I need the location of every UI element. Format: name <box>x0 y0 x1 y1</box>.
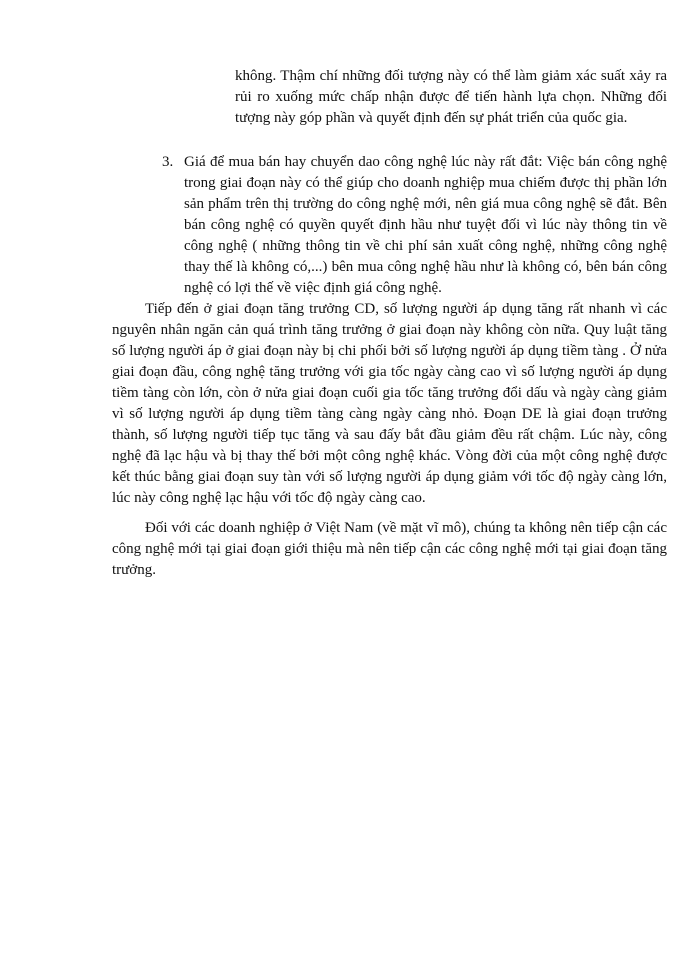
list-item <box>162 152 667 299</box>
continuation-paragraph: không. Thậm chí những đối tượng này có thể làm giảm xác suất xảy ra rủi ro xuống mức chấp nhận được để tiến hành lựa chọn. Những đối tượng này góp phần và quyết định đến sự phát triển của quốc gia. <box>235 68 667 126</box>
paragraph-growth-stage: Tiếp đến ở giai đoạn tăng trưởng CD, số lượng người áp dụng tăng rất nhanh vì các nguyên nhân ngăn cản quá trình tăng trưởng ở giai đoạn này không còn nữa. Quy luật tăng số lượng người áp ở giai đoạn này bị chi phối bởi số lượng người áp dụng tiềm tàng . Ở nửa giai đoạn đầu, công nghệ tăng trưởng với gia tốc ngày càng cao vì số lượng người áp dụng tiềm tàng còn lớn, còn ở nửa giai đoạn cuối gia tốc tăng trưởng đổi dấu và ngày càng giảm vì số lượng người áp dụng tiềm tàng càng ngày càng nhỏ. Đoạn DE là giai đoạn trưởng thành, số lượng người tiếp tục tăng và sau đấy bắt đầu giảm đều rất chậm. Lúc này, công nghệ đã lạc hậu và bị thay thế bởi một công nghệ khác. Vòng đời của một công nghệ được kết thúc bằng giai đoạn suy tàn với số lượng người áp dụng giảm với tốc độ ngày càng lớn, lúc này công nghệ lạc hậu với tốc độ ngày càng cao. <box>112 301 667 506</box>
list-item-text: Giá để mua bán hay chuyển dao công nghệ lúc này rất đắt: Việc bán công nghệ trong giai đoạn này có thể giúp cho doanh nghiệp mua chiếm được thị phần lớn sản phẩm trên thị trường do công nghệ mới, nên giá mua công nghệ sẽ đắt. Bên bán công nghệ có quyền quyết định hầu như tuyệt đối vì lúc này thông tin về công nghệ ( những thông tin về chi phí sản xuất công nghệ, những công nghệ thay thế là không có,...) bên mua công nghệ hầu như là không có, bên bán công nghệ có lợi thế về việc định giá công nghệ. <box>184 154 667 296</box>
paragraph-vietnam-enterprises: Đối với các doanh nghiệp ở Việt Nam (về mặt vĩ mô), chúng ta không nên tiếp cận các công nghệ mới tại giai đoạn giới thiệu mà nên tiếp cận các công nghệ mới tại giai đoạn tăng trưởng. <box>112 520 667 578</box>
list-item-number: 3. <box>162 154 174 170</box>
